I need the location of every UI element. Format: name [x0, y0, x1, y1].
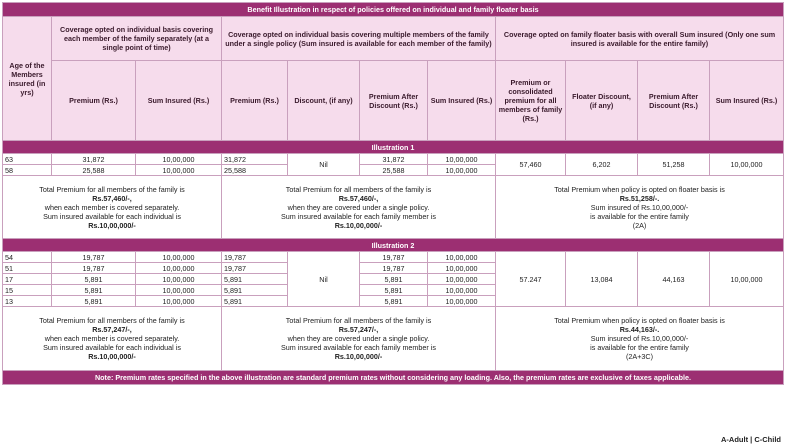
table-cell-ind-sum-insured: 10,00,000 [136, 263, 222, 274]
table-cell-ind-premium: 19,787 [52, 252, 136, 263]
table-title: Benefit Illustration in respect of policies offered on individual and family floater basis [3, 3, 784, 17]
floater-sum-insured-header: Sum Insured (Rs.) [710, 61, 784, 141]
table-cell-ind-sum-insured: 10,00,000 [136, 296, 222, 307]
table-cell-multi-premium: 5,891 [222, 296, 288, 307]
summary-individual-2: Total Premium for all members of the family is Rs.57,247/-, when each member is covered separately. Sum insured available for each individual is Rs.10,00,000/- [3, 307, 222, 371]
table-cell-ind-premium: 25,588 [52, 165, 136, 176]
table-cell-multi-premium-after-discount: 25,588 [360, 165, 428, 176]
floater-group-header: Coverage opted on family floater basis with overall Sum insured (Only one sum insured is available for the entire family) [496, 17, 784, 61]
table-cell-multi-premium: 31,872 [222, 154, 288, 165]
table-cell-multi-discount: Nil [288, 252, 360, 307]
table-cell-floater-consolidated-premium: 57,460 [496, 154, 566, 176]
table-cell-multi-premium: 25,588 [222, 165, 288, 176]
abbreviation-legend: A-Adult | C-Child [721, 435, 781, 444]
table-cell-ind-premium: 5,891 [52, 296, 136, 307]
floater-consolidated-premium-header: Premium or consolidated premium for all members of family (Rs.) [496, 61, 566, 141]
multi-premium-after-discount-header: Premium After Discount (Rs.) [360, 61, 428, 141]
table-cell-floater-discount: 13,084 [566, 252, 638, 307]
summary-multi-1: Total Premium for all members of the family is Rs.57,460/-, when they are covered under a single policy. Sum insured available for each family member is Rs.10,00,000/- [222, 176, 496, 239]
table-cell-age: 54 [3, 252, 52, 263]
table-cell-age: 15 [3, 285, 52, 296]
table-cell-multi-sum-insured: 10,00,000 [428, 154, 496, 165]
table-cell-multi-premium-after-discount: 5,891 [360, 296, 428, 307]
individual-group-header: Coverage opted on individual basis covering each member of the family separately (at a single point of time) [52, 17, 222, 61]
table-cell-age: 58 [3, 165, 52, 176]
table-cell-floater-premium-after-discount: 51,258 [638, 154, 710, 176]
table-cell-age: 51 [3, 263, 52, 274]
table-cell-multi-sum-insured: 10,00,000 [428, 274, 496, 285]
table-cell-multi-premium-after-discount: 5,891 [360, 285, 428, 296]
table-cell-multi-premium: 5,891 [222, 274, 288, 285]
table-cell-multi-sum-insured: 10,00,000 [428, 252, 496, 263]
illustration-1-label: Illustration 1 [3, 141, 784, 154]
table-cell-multi-premium: 19,787 [222, 263, 288, 274]
multi-group-header: Coverage opted on individual basis covering multiple members of the family under a single policy (Sum insured is available for each member of the family) [222, 17, 496, 61]
table-cell-floater-discount: 6,202 [566, 154, 638, 176]
summary-multi-2: Total Premium for all members of the family is Rs.57,247/-, when they are covered under a single policy. Sum insured available for each family member is Rs.10,00,000/- [222, 307, 496, 371]
summary-individual-1: Total Premium for all members of the family is Rs.57,460/-, when each member is covered separately. Sum insured available for each individual is Rs.10,00,000/- [3, 176, 222, 239]
table-cell-ind-sum-insured: 10,00,000 [136, 154, 222, 165]
table-cell-multi-sum-insured: 10,00,000 [428, 285, 496, 296]
table-cell-multi-premium: 19,787 [222, 252, 288, 263]
ind-sum-insured-header: Sum Insured (Rs.) [136, 61, 222, 141]
floater-premium-after-discount-header: Premium After Discount (Rs.) [638, 61, 710, 141]
table-cell-age: 13 [3, 296, 52, 307]
illustration-2-label: Illustration 2 [3, 239, 784, 252]
table-cell-ind-premium: 31,872 [52, 154, 136, 165]
table-note: Note: Premium rates specified in the above illustration are standard premium rates without considering any loading. Also, the premium rates are exclusive of taxes applicable. [3, 371, 784, 385]
benefit-illustration-table [2, 2, 784, 385]
table-cell-multi-sum-insured: 10,00,000 [428, 263, 496, 274]
table-cell-multi-premium-after-discount: 19,787 [360, 252, 428, 263]
table-cell-age: 17 [3, 274, 52, 285]
table-cell-ind-sum-insured: 10,00,000 [136, 252, 222, 263]
summary-floater-2: Total Premium when policy is opted on floater basis is Rs.44,163/-. Sum insured of Rs.10,00,000/- is available for the entire family (2A+3C) [496, 307, 784, 371]
summary-floater-1: Total Premium when policy is opted on floater basis is Rs.51,258/-. Sum insured of Rs.10,00,000/- is available for the entire family (2A) [496, 176, 784, 239]
multi-premium-header: Premium (Rs.) [222, 61, 288, 141]
table-cell-multi-sum-insured: 10,00,000 [428, 296, 496, 307]
table-cell-ind-premium: 5,891 [52, 274, 136, 285]
table-cell-multi-premium-after-discount: 5,891 [360, 274, 428, 285]
table-cell-floater-sum-insured: 10,00,000 [710, 154, 784, 176]
ind-premium-header: Premium (Rs.) [52, 61, 136, 141]
age-header: Age of the Members insured (in yrs) [3, 17, 52, 141]
multi-sum-insured-header: Sum Insured (Rs.) [428, 61, 496, 141]
table-cell-age: 63 [3, 154, 52, 165]
table-cell-ind-premium: 5,891 [52, 285, 136, 296]
table-cell-floater-sum-insured: 10,00,000 [710, 252, 784, 307]
table-cell-multi-premium-after-discount: 19,787 [360, 263, 428, 274]
table-cell-ind-sum-insured: 10,00,000 [136, 285, 222, 296]
multi-discount-header: Discount, (if any) [288, 61, 360, 141]
table-cell-ind-sum-insured: 10,00,000 [136, 165, 222, 176]
floater-discount-header: Floater Discount, (if any) [566, 61, 638, 141]
table-cell-ind-premium: 19,787 [52, 263, 136, 274]
table-cell-floater-consolidated-premium: 57.247 [496, 252, 566, 307]
table-cell-multi-sum-insured: 10,00,000 [428, 165, 496, 176]
table-cell-multi-premium: 5,891 [222, 285, 288, 296]
table-cell-multi-discount: Nil [288, 154, 360, 176]
table-cell-multi-premium-after-discount: 31,872 [360, 154, 428, 165]
table-cell-floater-premium-after-discount: 44,163 [638, 252, 710, 307]
table-cell-ind-sum-insured: 10,00,000 [136, 274, 222, 285]
